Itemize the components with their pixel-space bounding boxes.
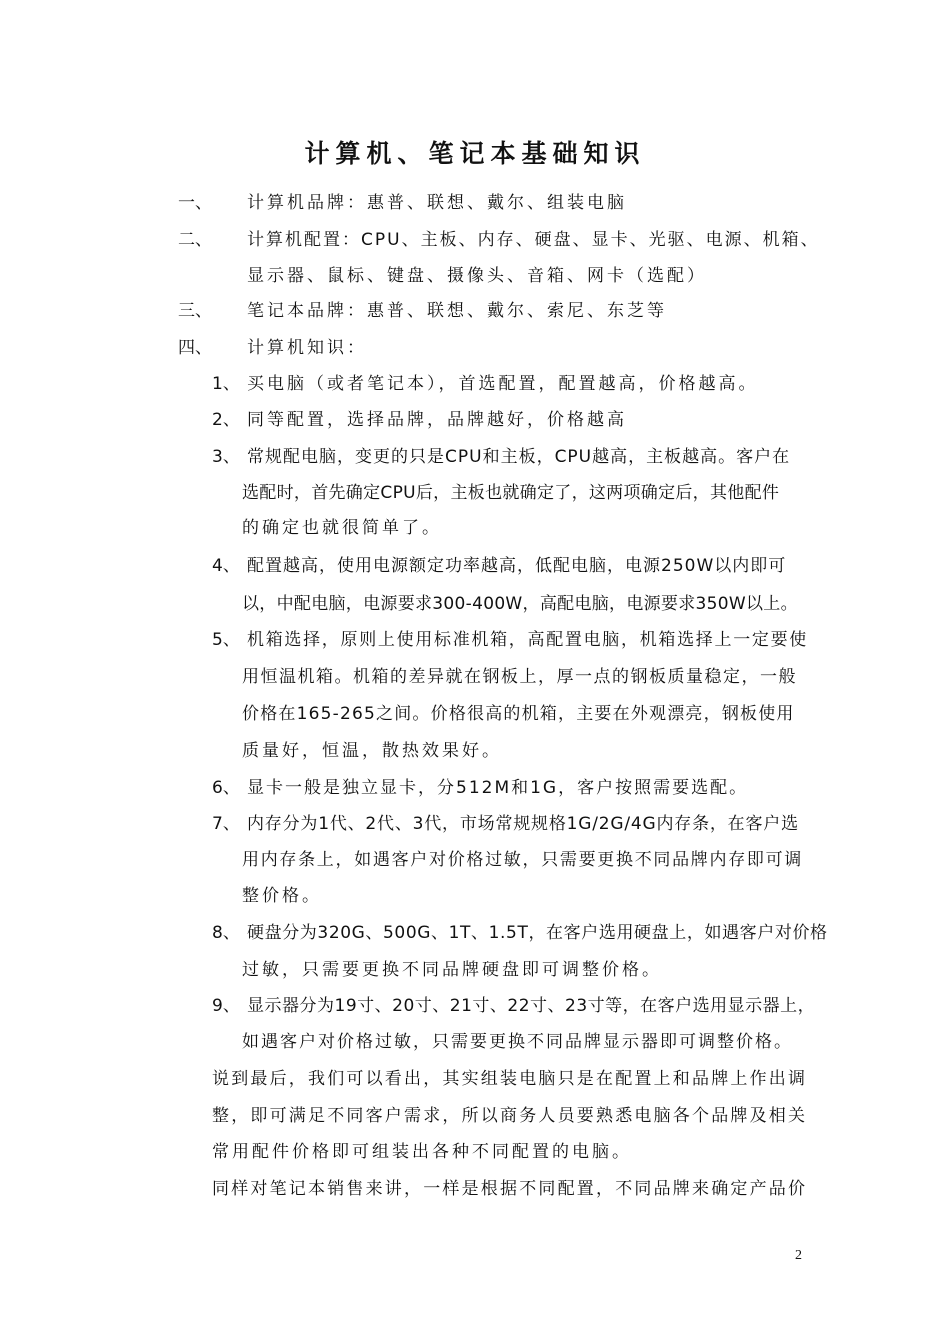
section-number: 二、: [178, 230, 212, 250]
item-number: 4、: [212, 556, 240, 576]
section-text: 笔记本品牌：惠普、联想、戴尔、索尼、东芝等: [247, 301, 667, 321]
item-number: 1、: [212, 374, 240, 394]
item-text: 硬盘分为320G、500G、1T、1.5T，在客户选用硬盘上，如遇客户对价格: [247, 923, 828, 943]
page-number: 2: [795, 1248, 802, 1263]
item-number: 7、: [212, 814, 240, 834]
item-number: 9、: [212, 996, 240, 1016]
page-title: 计算机、笔记本基础知识: [304, 139, 646, 168]
item-text: 过敏，只需要更换不同品牌硬盘即可调整价格。: [242, 960, 662, 980]
item-text: 质量好，恒温，散热效果好。: [242, 741, 502, 761]
section-text: 计算机知识：: [247, 338, 367, 358]
item-number: 6、: [212, 778, 240, 798]
paragraph-line: 同样对笔记本销售来讲，一样是根据不同配置，不同品牌来确定产品价: [212, 1179, 808, 1199]
item-text: 的确定也就很简单了。: [242, 518, 442, 538]
item-text: 用内存条上，如遇客户对价格过敏，只需要更换不同品牌内存即可调: [242, 850, 803, 870]
item-text: 用恒温机箱。机箱的差异就在钢板上，厚一点的钢板质量稳定，一般: [242, 667, 797, 687]
paragraph-line: 整，即可满足不同客户需求，所以商务人员要熟悉电脑各个品牌及相关: [212, 1106, 808, 1126]
item-text: 整价格。: [242, 886, 322, 906]
item-number: 2、: [212, 410, 240, 430]
item-text: 显卡一般是独立显卡，分512M和1G，客户按照需要选配。: [247, 778, 749, 798]
item-text: 同等配置，选择品牌，品牌越好，价格越高: [247, 410, 627, 430]
section-text: 显示器、鼠标、键盘、摄像头、音箱、网卡（选配）: [247, 266, 707, 286]
item-number: 8、: [212, 923, 240, 943]
section-number: 四、: [178, 338, 212, 358]
item-text: 常规配电脑，变更的只是CPU和主板，CPU越高，主板越高。客户在: [247, 447, 791, 467]
item-text: 配置越高，使用电源额定功率越高，低配电脑，电源250W以内即可: [247, 556, 787, 576]
section-text: 计算机配置：CPU、主板、内存、硬盘、显卡、光驱、电源、机箱、: [247, 230, 820, 250]
section-text: 计算机品牌：惠普、联想、戴尔、组装电脑: [247, 193, 627, 213]
paragraph-line: 说到最后，我们可以看出，其实组装电脑只是在配置上和品牌上作出调: [212, 1069, 808, 1089]
item-number: 5、: [212, 630, 240, 650]
paragraph-line: 常用配件价格即可组装出各种不同配置的电脑。: [212, 1142, 632, 1162]
item-text: 选配时，首先确定CPU后，主板也就确定了，这两项确定后，其他配件: [242, 483, 780, 503]
item-text: 内存分为1代、2代、3代，市场常规规格1G/2G/4G内存条，在客户选: [247, 814, 799, 834]
section-number: 三、: [178, 301, 212, 321]
item-number: 3、: [212, 447, 240, 467]
item-text: 显示器分为19寸、20寸、21寸、22寸、23寸等，在客户选用显示器上，: [247, 996, 816, 1016]
item-text: 价格在165-265之间。价格很高的机箱，主要在外观漂亮，钢板使用: [242, 704, 795, 724]
item-text: 机箱选择，原则上使用标准机箱，高配置电脑，机箱选择上一定要使: [247, 630, 808, 650]
section-number: 一、: [178, 193, 212, 213]
item-text: 买电脑（或者笔记本），首选配置，配置越高，价格越高。: [247, 374, 759, 394]
item-text: 以，中配电脑，电源要求300-400W，高配电脑，电源要求350W以上。: [242, 594, 798, 614]
item-text: 如遇客户对价格过敏，只需要更换不同品牌显示器即可调整价格。: [242, 1032, 793, 1052]
